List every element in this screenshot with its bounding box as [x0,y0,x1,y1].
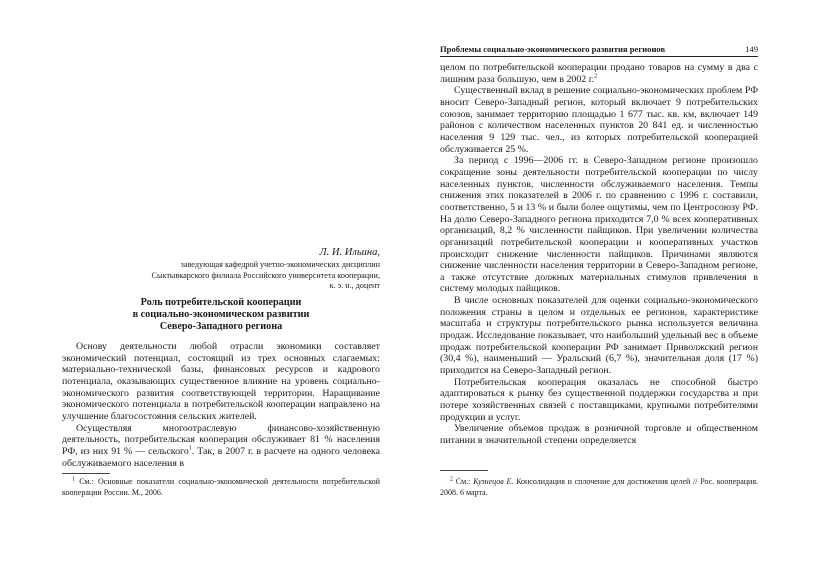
body-paragraph: За период с 1996—2006 гг. в Северо-Западном регионе произошло сокращение зоны деятельности потребительской кооперации по числу населенных пунктов, численности обслуживаемого населения. Темпы снижения этих показателей в 2006 г. по сравнению с 1996 г. составили, соответственно, 5 и 13 % и были более ощутимы, чем по Центросоюзу РФ. На долю Северо-Западного региона приходится 7,0 % всех кооперативных организаций, 8,2 % численности пайщиков. При увеличении количества организаций потребительской кооперации и кооперативных участков происходит снижение численности пайщиков. Причинами являются снижение численности населения территории в Северо-Западном регионе, а также отсутствие должных материальных стимулов привлечения в систему молодых пайщиков. [440,155,758,295]
footnote-mark: 1 [72,476,75,483]
body-paragraph [440,62,758,85]
paragraph-text: Осуществляя многоотраслевую финансово-хозяйственную деятельность, потребительская кооперация обслуживает 81 % населения РФ, из них 91 % — сельского [62,422,380,457]
footnote-author: Кузнецов Е. [473,477,514,486]
left-body-text [62,341,380,469]
body-paragraph [62,423,380,470]
article-title-line: Северо-Западного региона [159,321,283,332]
footnote-mark: 2 [450,476,453,483]
footnote-prefix: См.: [455,477,474,486]
article-title-line: в социально-экономическом развитии [132,309,310,320]
footnote [440,477,758,498]
author-block [62,246,380,292]
article-title-line: Роль потребительской кооперации [140,297,302,308]
footnote-ref: 2 [594,73,598,80]
paragraph-text: . Так, в 2007 г. в расчете на одного человека обслуживаемого населения в [62,445,381,469]
footnote-rule [440,470,488,471]
footnote-rule [62,473,110,474]
affiliation-line: к. э. н., доцент [329,281,380,291]
paragraph-text: целом по потребительской кооперации продано товаров на сумму в два с лишним раза большую, чем в 2002 г. [440,62,758,85]
running-head [440,44,758,57]
body-paragraph: Основу деятельности любой отрасли экономики составляет экономический потенциал, состоящий из трех основных слагаемых: материально-технической базы, финансовых ресурсов и кадрового потенциала, оказывающих существенное влияние на уровень социально-экономического развития соответствующей территории. Наращивание экономического потенциала в потребительской кооперации направлено на улучшение благосостояния сельских жителей. [62,341,380,422]
page-number: 149 [745,44,758,54]
right-body-text [440,62,758,447]
body-paragraph: Существенный вклад в решение социально-экономических проблем РФ вносит Северо-Западный регион, который включает 9 потребительских союзов, занимает территорию площадью 1 677 тыс. кв. км, включает 149 районов с количеством населенных пунктов 20 841 ед. и численностью населения 9 129 тыс. чел., из которых потребительской кооперацией обслуживается 25 %. [440,85,758,155]
footnote-text: См.: Основные показатели социально-экономической деятельности потребительской кооперации России. М., 2006. [62,477,380,497]
article-title [62,297,380,333]
body-paragraph: Потребительская кооперация оказалась не способной быстро адаптироваться к рынку без существенной поддержки государства и при потере хозяйственных связей с поставщиками, крупными потребителями продукции и услуг. [440,376,758,423]
footnote [62,477,380,498]
footnote-ref: 1 [188,445,192,452]
right-page [410,0,820,580]
author-name: Л. И. Ильина, [319,247,380,258]
body-paragraph: В числе основных показателей для оценки социально-экономического положения страны в целом и отдельных ее регионов, характеристике масштаба и структуры потребительского рынка используется величина продаж. Исследование показывает, что наибольший удельный вес в объеме продаж потребительской кооперации РФ занимает Приволжский регион (30,4 %), наименьший — Уральский (6,7 %), значительная доля (17 %) приходится на Северо-Западный регион. [440,295,758,377]
footnote-text: Консолидация и сплочение для достижения целей // Рос. кооперация. 2008. 6 марта. [440,477,759,497]
affiliation-line: Сыктывкарского филиала Российского университета кооперации, [151,270,380,280]
affiliation-line: заведующая кафедрой учетно-экономических дисциплин [180,260,380,269]
body-paragraph: Увеличение объемов продаж в розничной торговле и общественном питании в значительной степени определяется [440,423,758,446]
running-head-title: Проблемы социально-экономического развития регионов [440,44,666,54]
